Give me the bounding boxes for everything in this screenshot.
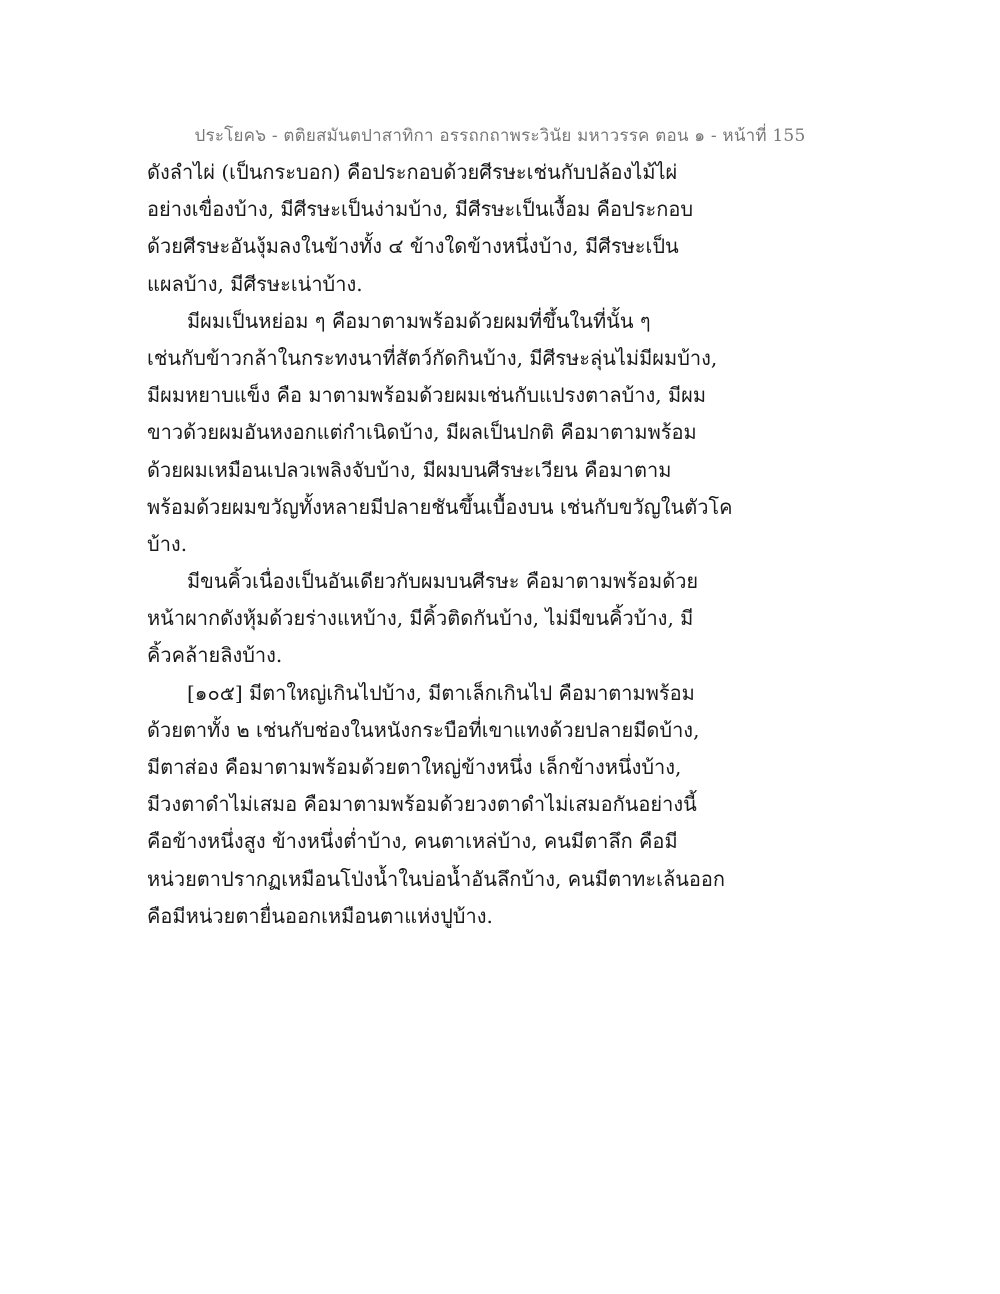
text-line: มีขนคิ้วเนื่องเป็นอันเดียวกับผมบนศีรษะ คือมาตามพร้อมด้วย	[187, 569, 699, 594]
text-line: ด้วยผมเหมือนเปลวเพลิงจับบ้าง, มีผมบนศีรษะเวียน คือมาตาม	[147, 457, 672, 482]
text-line: ด้วยตาทั้ง ๒ เช่นกับช่องในหนังกระบือที่เขาแทงด้วยปลายมีดบ้าง,	[147, 717, 700, 742]
text-line: มีผมหยาบแข็ง คือ มาตามพร้อมด้วยผมเช่นกับแปรงตาลบ้าง, มีผม	[147, 383, 707, 408]
text-line: คือข้างหนึ่งสูง ข้างหนึ่งต่ำบ้าง, คนตาเหล่บ้าง, คนมีตาลึก คือมี	[147, 829, 678, 854]
text-line: [๑๐๕] มีตาใหญ่เกินไปบ้าง, มีตาเล็กเกินไป คือมาตามพร้อม	[187, 680, 695, 705]
running-header: ประโยค๖ - ตติยสมันตปาสาทิกา อรรถกถาพระวินัย มหาวรรค ตอน ๑ - หน้าที่ 155	[194, 126, 806, 146]
text-line: อย่างเขื่องบ้าง, มีศีรษะเป็นง่ามบ้าง, มีศีรษะเป็นเงื้อม คือประกอบ	[147, 197, 694, 222]
text-line: คิ้วคล้ายลิงบ้าง.	[147, 643, 283, 668]
paragraph	[147, 303, 733, 563]
text-line: ดังลำไผ่ (เป็นกระบอก) คือประกอบด้วยศีรษะเช่นกับปล้องไม้ไผ่	[147, 160, 678, 184]
text-line: หน้าผากดังหุ้มด้วยร่างแหบ้าง, มีคิ้วติดกันบ้าง, ไม่มีขนคิ้วบ้าง, มี	[147, 606, 694, 631]
text-line: มีผมเป็นหย่อม ๆ คือมาตามพร้อมด้วยผมที่ขึ้นในที่นั้น ๆ	[187, 308, 651, 333]
text-line: พร้อมด้วยผมขวัญทั้งหลายมีปลายชันขึ้นเบื้องบน เช่นกับขวัญในตัวโค	[147, 494, 733, 519]
paragraph	[147, 675, 727, 935]
paragraph	[147, 563, 727, 675]
paragraph	[147, 154, 727, 303]
text-line: คือมีหน่วยตายื่นออกเหมือนตาแห่งปูบ้าง.	[147, 903, 493, 928]
text-line: มีตาส่อง คือมาตามพร้อมด้วยตาใหญ่ข้างหนึ่ง เล็กข้างหนึ่งบ้าง,	[147, 755, 682, 779]
text-line: แผลบ้าง, มีศีรษะเน่าบ้าง.	[147, 271, 363, 296]
text-line: เช่นกับข้าวกล้าในกระทงนาที่สัตว์กัดกินบ้าง, มีศีรษะลุ่นไม่มีผมบ้าง,	[147, 345, 718, 370]
text-line: ขาวด้วยผมอันหงอกแต่กำเนิดบ้าง, มีผลเป็นปกติ คือมาตามพร้อม	[147, 420, 697, 445]
text-line: หน่วยตาปรากฏเหมือนโป่งน้ำในบ่อน้ำอันลึกบ้าง, คนมีตาทะเล้นออก	[147, 866, 725, 891]
text-line: มีวงตาดำไม่เสมอ คือมาตามพร้อมด้วยวงตาดำไม่เสมอกันอย่างนี้	[147, 792, 697, 817]
text-line: บ้าง.	[147, 531, 188, 556]
body-text	[147, 154, 733, 935]
text-line: ด้วยศีรษะอันงุ้มลงในข้างทั้ง ๔ ข้างใดข้างหนึ่งบ้าง, มีศีรษะเป็น	[147, 234, 679, 259]
